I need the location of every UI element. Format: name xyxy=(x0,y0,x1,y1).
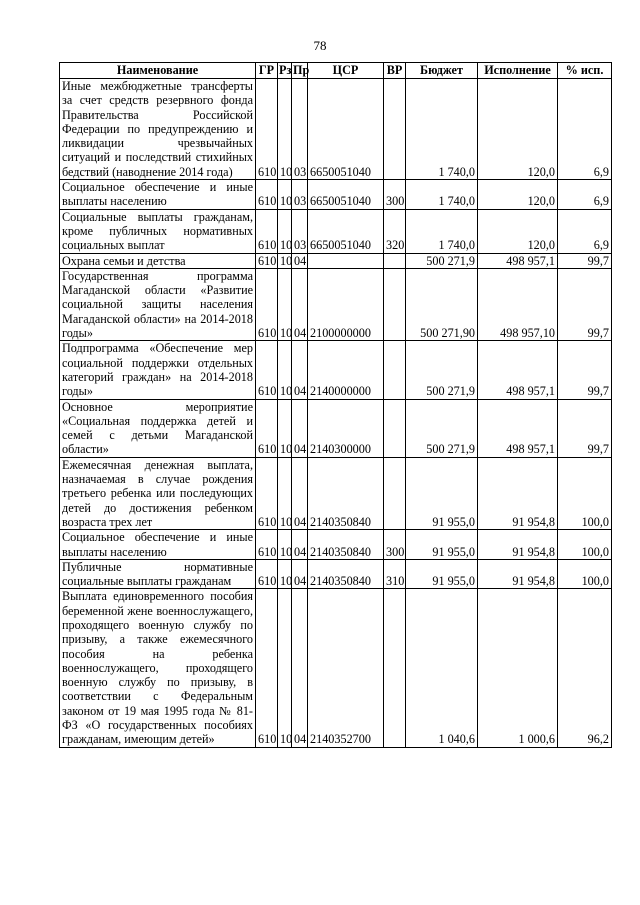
cell-pr: 04 xyxy=(292,399,308,457)
cell-vr xyxy=(384,399,406,457)
cell-execution: 120,0 xyxy=(478,180,558,210)
cell-budget: 1 740,0 xyxy=(406,209,478,253)
header-percent: % исп. xyxy=(558,63,612,79)
cell-vr xyxy=(384,457,406,529)
budget-execution-table xyxy=(59,62,612,748)
cell-pr: 03 xyxy=(292,209,308,253)
cell-pr: 03 xyxy=(292,180,308,210)
cell-csr xyxy=(308,253,384,268)
cell-pr: 04 xyxy=(292,559,308,589)
cell-vr: 300 xyxy=(384,180,406,210)
cell-percent: 6,9 xyxy=(558,180,612,210)
cell-rz: 10 xyxy=(278,457,292,529)
table-row xyxy=(60,457,612,529)
cell-vr xyxy=(384,253,406,268)
cell-gr: 610 xyxy=(256,79,278,180)
table-row xyxy=(60,530,612,560)
table-row xyxy=(60,559,612,589)
cell-execution: 498 957,10 xyxy=(478,268,558,340)
header-vr: ВР xyxy=(384,63,406,79)
table-row xyxy=(60,180,612,210)
cell-gr: 610 xyxy=(256,530,278,560)
cell-pr: 04 xyxy=(292,457,308,529)
cell-percent: 6,9 xyxy=(558,209,612,253)
cell-rz: 10 xyxy=(278,559,292,589)
header-name: Наименование xyxy=(60,63,256,79)
cell-execution: 91 954,8 xyxy=(478,559,558,589)
cell-pr: 04 xyxy=(292,253,308,268)
cell-execution: 120,0 xyxy=(478,79,558,180)
cell-name: Социальное обеспечение и иные выплаты населению xyxy=(60,530,256,560)
cell-budget: 91 955,0 xyxy=(406,457,478,529)
cell-rz: 10 xyxy=(278,589,292,747)
header-csr: ЦСР xyxy=(308,63,384,79)
cell-budget: 500 271,9 xyxy=(406,253,478,268)
cell-percent: 99,7 xyxy=(558,253,612,268)
table-row xyxy=(60,209,612,253)
cell-pr: 04 xyxy=(292,589,308,747)
cell-vr xyxy=(384,79,406,180)
cell-percent: 99,7 xyxy=(558,341,612,399)
cell-csr: 2140300000 xyxy=(308,399,384,457)
cell-csr: 2140352700 xyxy=(308,589,384,747)
cell-vr: 310 xyxy=(384,559,406,589)
cell-rz: 10 xyxy=(278,399,292,457)
cell-budget: 1 740,0 xyxy=(406,79,478,180)
cell-pr: 04 xyxy=(292,341,308,399)
cell-gr: 610 xyxy=(256,341,278,399)
table-row xyxy=(60,399,612,457)
cell-budget: 500 271,90 xyxy=(406,268,478,340)
cell-name: Государственная программа Магаданской области «Развитие социальной защиты населения Магаданской области» на 2014-2018 годы» xyxy=(60,268,256,340)
cell-gr: 610 xyxy=(256,253,278,268)
cell-name: Подпрограмма «Обеспечение мер социальной поддержки отдельных категорий граждан» на 2014-2018 годы» xyxy=(60,341,256,399)
table-row xyxy=(60,341,612,399)
cell-vr xyxy=(384,341,406,399)
table-row xyxy=(60,589,612,747)
cell-gr: 610 xyxy=(256,589,278,747)
cell-pr: 04 xyxy=(292,530,308,560)
cell-name: Публичные нормативные социальные выплаты гражданам xyxy=(60,559,256,589)
cell-budget: 500 271,9 xyxy=(406,399,478,457)
cell-execution: 498 957,1 xyxy=(478,399,558,457)
cell-name: Ежемесячная денежная выплата, назначаемая в случае рождения третьего ребенка или последующих детей до достижения ребенком возраста трех лет xyxy=(60,457,256,529)
cell-execution: 498 957,1 xyxy=(478,341,558,399)
cell-csr: 6650051040 xyxy=(308,79,384,180)
cell-csr: 2140350840 xyxy=(308,530,384,560)
cell-percent: 99,7 xyxy=(558,268,612,340)
cell-gr: 610 xyxy=(256,399,278,457)
cell-percent: 6,9 xyxy=(558,79,612,180)
cell-execution: 1 000,6 xyxy=(478,589,558,747)
cell-name: Социальное обеспечение и иные выплаты населению xyxy=(60,180,256,210)
cell-vr: 300 xyxy=(384,530,406,560)
cell-name: Иные межбюджетные трансферты за счет средств резервного фонда Правительства Российской Федерации по предупреждению и ликвидации чрезвычайных ситуаций и последствий стихийных бедствий (наводнение 2014 года) xyxy=(60,79,256,180)
cell-rz: 10 xyxy=(278,209,292,253)
cell-gr: 610 xyxy=(256,559,278,589)
cell-pr: 04 xyxy=(292,268,308,340)
cell-csr: 2140350840 xyxy=(308,457,384,529)
cell-name: Охрана семьи и детства xyxy=(60,253,256,268)
cell-name: Основное мероприятие «Социальная поддержка детей и семей с детьми Магаданской области» xyxy=(60,399,256,457)
cell-csr: 2140000000 xyxy=(308,341,384,399)
cell-rz: 10 xyxy=(278,268,292,340)
cell-csr: 6650051040 xyxy=(308,209,384,253)
cell-budget: 1 740,0 xyxy=(406,180,478,210)
cell-rz: 10 xyxy=(278,180,292,210)
header-pr: Пр xyxy=(293,63,310,77)
cell-csr: 2140350840 xyxy=(308,559,384,589)
header-gr: ГР xyxy=(256,63,278,79)
cell-percent: 100,0 xyxy=(558,559,612,589)
table-row xyxy=(60,79,612,180)
cell-pr: 03 xyxy=(292,79,308,180)
cell-vr xyxy=(384,589,406,747)
cell-csr: 2100000000 xyxy=(308,268,384,340)
cell-vr xyxy=(384,268,406,340)
header-budget: Бюджет xyxy=(406,63,478,79)
cell-percent: 100,0 xyxy=(558,457,612,529)
cell-percent: 99,7 xyxy=(558,399,612,457)
cell-rz: 10 xyxy=(278,341,292,399)
cell-rz: 10 xyxy=(278,530,292,560)
table-row xyxy=(60,268,612,340)
cell-rz: 10 xyxy=(278,79,292,180)
cell-csr: 6650051040 xyxy=(308,180,384,210)
cell-budget: 91 955,0 xyxy=(406,530,478,560)
cell-gr: 610 xyxy=(256,268,278,340)
cell-percent: 96,2 xyxy=(558,589,612,747)
cell-name: Социальные выплаты гражданам, кроме публичных нормативных социальных выплат xyxy=(60,209,256,253)
table-row xyxy=(60,253,612,268)
cell-rz: 10 xyxy=(278,253,292,268)
table-header-row xyxy=(60,63,612,79)
cell-gr: 610 xyxy=(256,209,278,253)
cell-gr: 610 xyxy=(256,457,278,529)
cell-execution: 120,0 xyxy=(478,209,558,253)
cell-execution: 91 954,8 xyxy=(478,530,558,560)
header-execution: Исполнение xyxy=(478,63,558,79)
cell-budget: 1 040,6 xyxy=(406,589,478,747)
page-number: 78 xyxy=(313,38,327,53)
cell-execution: 91 954,8 xyxy=(478,457,558,529)
cell-vr: 320 xyxy=(384,209,406,253)
header-rz: Рз xyxy=(279,63,292,77)
cell-gr: 610 xyxy=(256,180,278,210)
cell-percent: 100,0 xyxy=(558,530,612,560)
cell-execution: 498 957,1 xyxy=(478,253,558,268)
cell-budget: 500 271,9 xyxy=(406,341,478,399)
cell-budget: 91 955,0 xyxy=(406,559,478,589)
cell-name: Выплата единовременного пособия беременной жене военнослужащего, проходящего военную службу по призыву, а также ежемесячного пособия на ребенка военнослужащего, проходящего военную службу по призыву, в соответствии с Федеральным законом от 19 мая 1995 года № 81-ФЗ «О государственных пособиях гражданам, имеющим детей» xyxy=(60,589,256,747)
